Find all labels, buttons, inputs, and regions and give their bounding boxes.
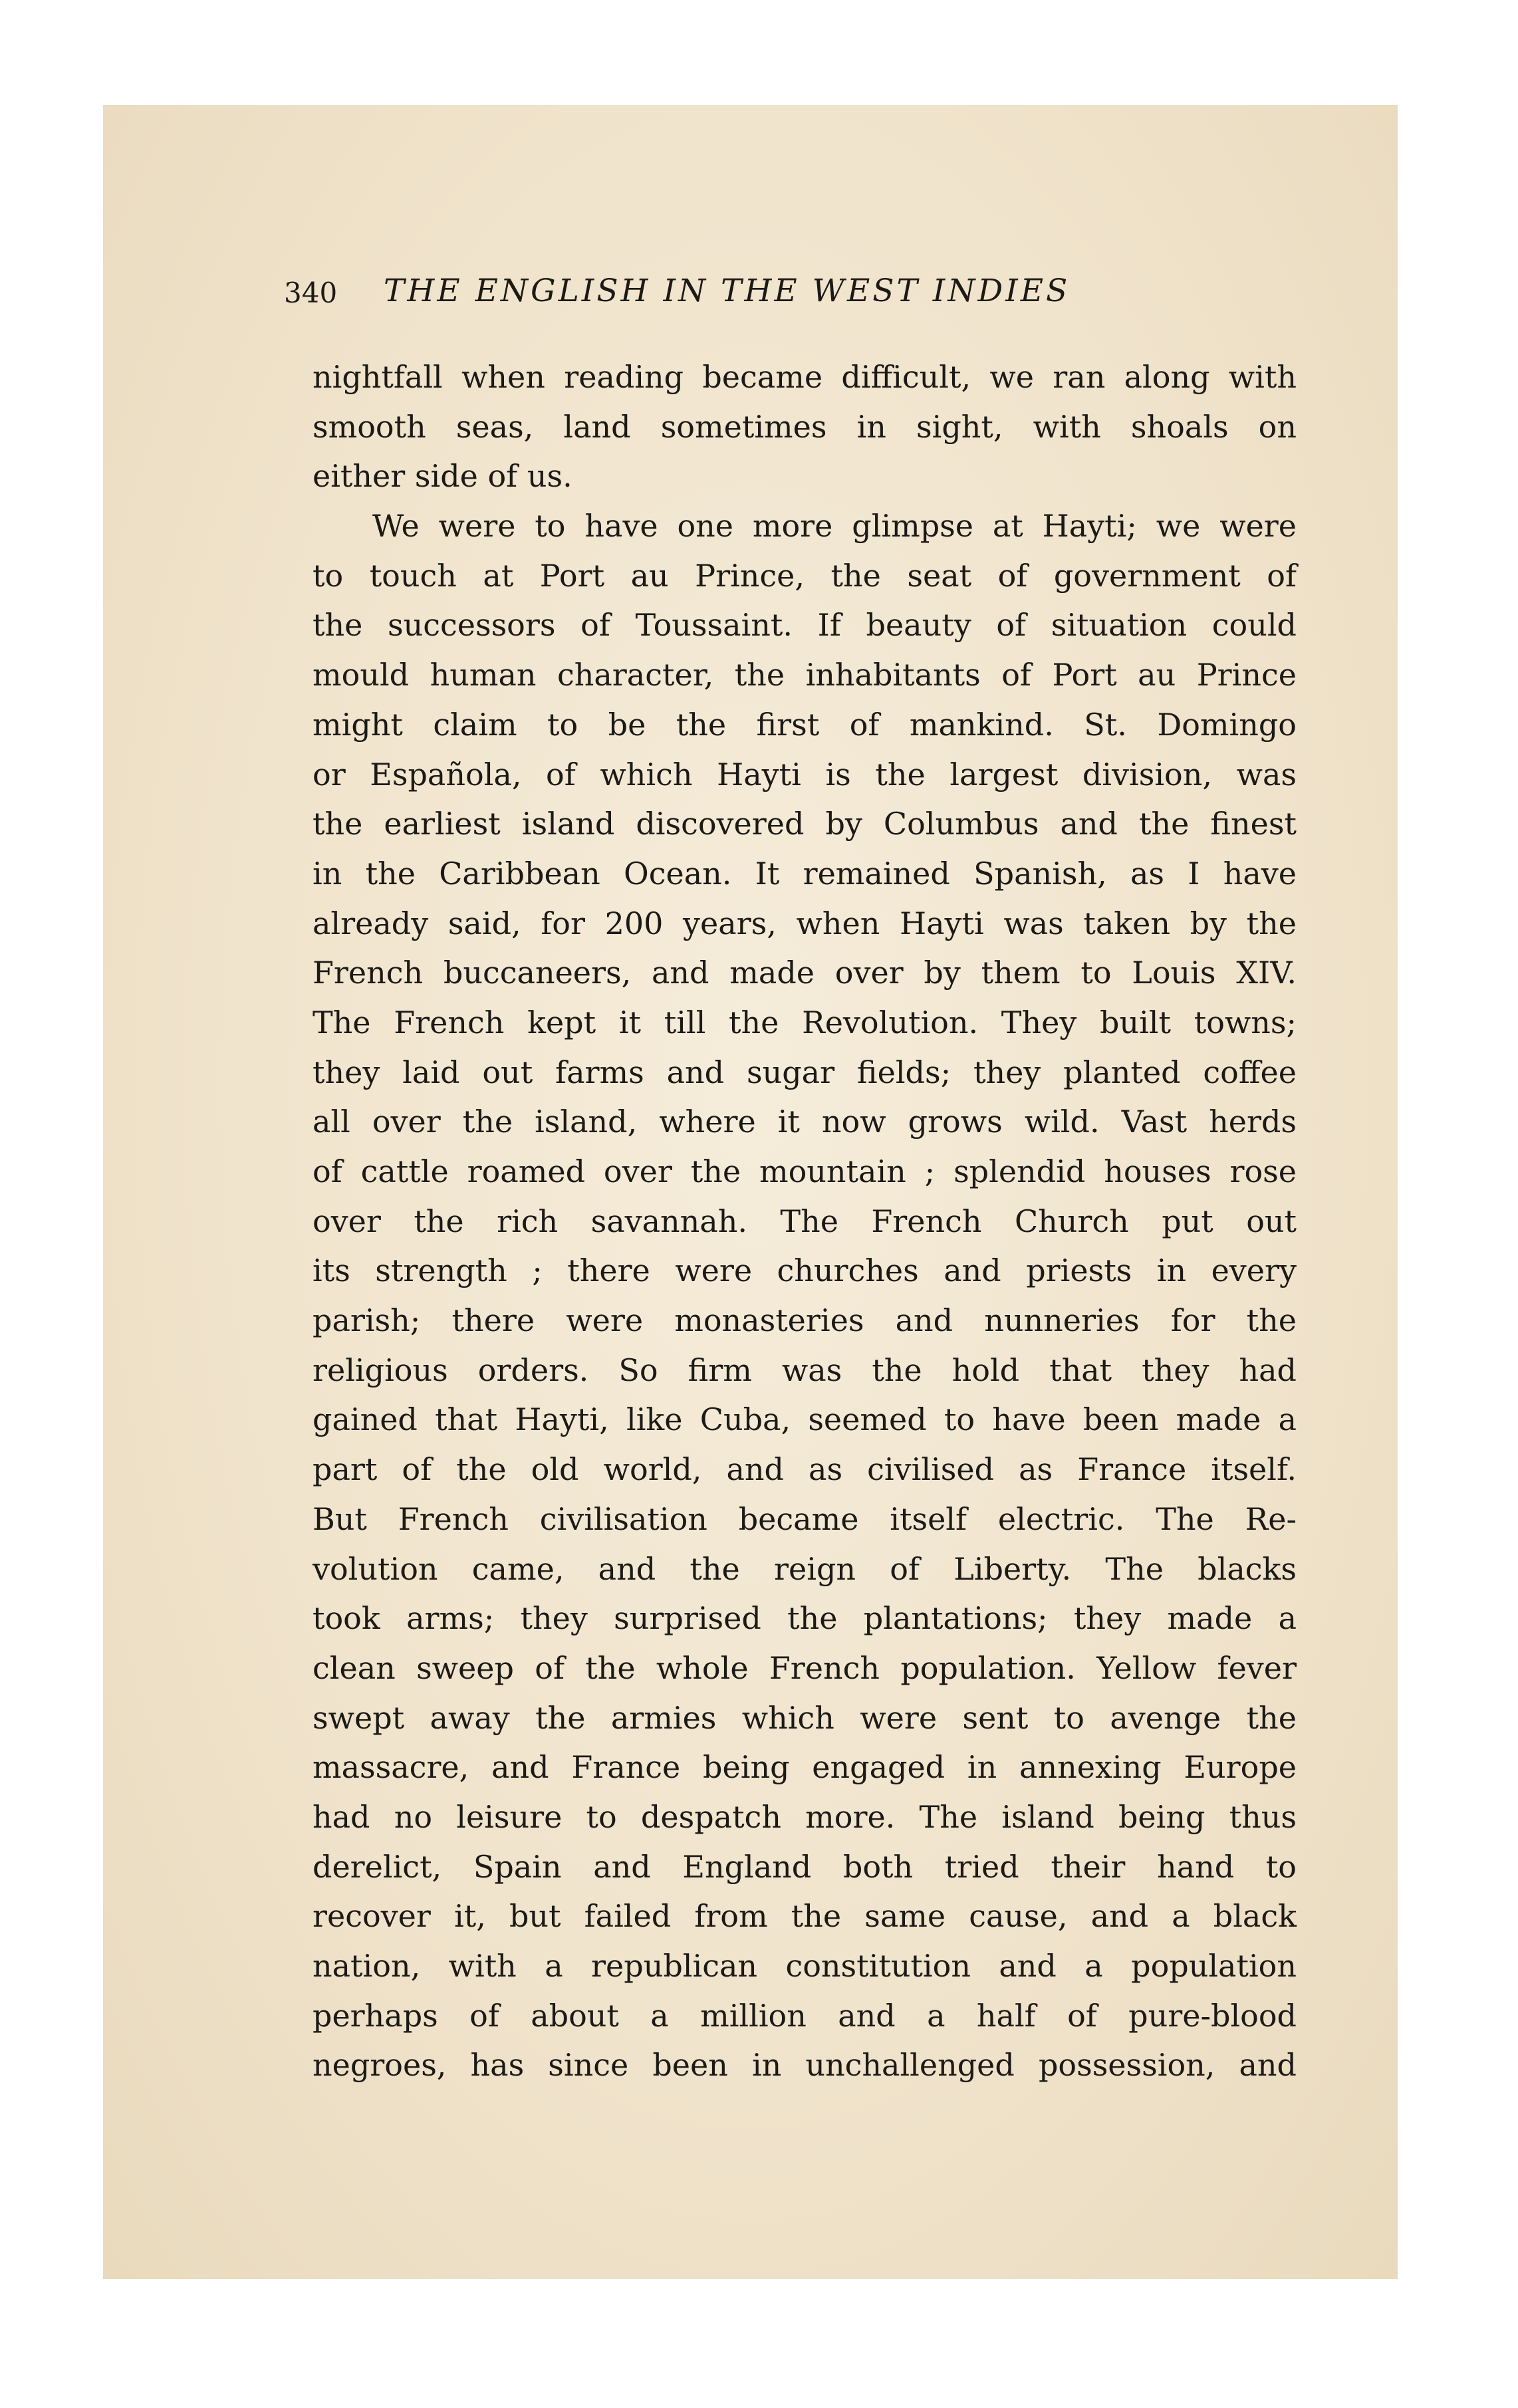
text-line: recover it, but failed from the same cause, and a black [313,1898,1297,1935]
text-line: part of the old world, and as civilised as France itself. [313,1451,1297,1488]
text-line: or Española, of which Hayti is the largest division, was [313,756,1297,792]
text-line: smooth seas, land sometimes in sight, with shoals on [313,408,1297,445]
text-line: We were to have one more glimpse at Hayti; we were [372,508,1297,544]
page-header [284,273,1202,319]
text-line: But French civilisation became itself electric. The Re- [313,1501,1297,1537]
text-line: clean sweep of the whole French population. Yellow fever [313,1649,1297,1686]
text-line: The French kept it till the Revolution. They built towns; [313,1004,1297,1040]
text-line: took arms; they surprised the plantations; they made a [313,1600,1297,1637]
text-line: derelict, Spain and England both tried their hand to [313,1848,1297,1885]
text-line: nightfall when reading became difficult, we ran along with [313,359,1297,395]
text-line: all over the island, where it now grows wild. Vast herds [313,1104,1297,1140]
text-line: religious orders. So firm was the hold that they had [313,1352,1297,1388]
text-line: parish; there were monasteries and nunneries for the [313,1302,1297,1339]
text-line: negroes, has since been in unchallenged possession, and [313,2047,1297,2084]
text-line: in the Caribbean Ocean. It remained Spanish, as I have [313,855,1297,892]
text-line: had no leisure to despatch more. The island being thus [313,1798,1297,1835]
text-line: massacre, and France being engaged in annexing Europe [313,1749,1297,1786]
text-line: perhaps of about a million and a half of pure-blood [313,1997,1297,2034]
text-line: they laid out farms and sugar fields; they planted coffee [313,1054,1297,1090]
body-text [313,352,1297,2090]
text-line: French buccaneers, and made over by them to Louis XIV. [313,955,1297,991]
text-line: nation, with a republican constitution and a population [313,1948,1297,1984]
text-line: mould human character, the inhabitants of Port au Prince [313,657,1297,693]
text-line: of cattle roamed over the mountain ; splendid houses rose [313,1153,1297,1189]
text-line: the earliest island discovered by Columbus and the finest [313,806,1297,842]
text-line: over the rich savannah. The French Church put out [313,1203,1297,1239]
text-line: swept away the armies which were sent to avenge the [313,1699,1297,1736]
running-title: THE ENGLISH IN THE WEST INDIES [384,273,1071,309]
text-line: the successors of Toussaint. If beauty of situation could [313,607,1297,644]
text-line: might claim to be the first of mankind. St. Domingo [313,706,1297,743]
page-number: 340 [284,277,338,309]
text-line: either side of us. [313,458,572,495]
text-line: to touch at Port au Prince, the seat of government of [313,557,1297,594]
text-line: its strength ; there were churches and priests in every [313,1253,1297,1289]
text-line: volution came, and the reign of Liberty. The blacks [313,1550,1297,1587]
text-line: gained that Hayti, like Cuba, seemed to have been made a [313,1401,1297,1438]
text-line: already said, for 200 years, when Hayti was taken by the [313,905,1297,941]
